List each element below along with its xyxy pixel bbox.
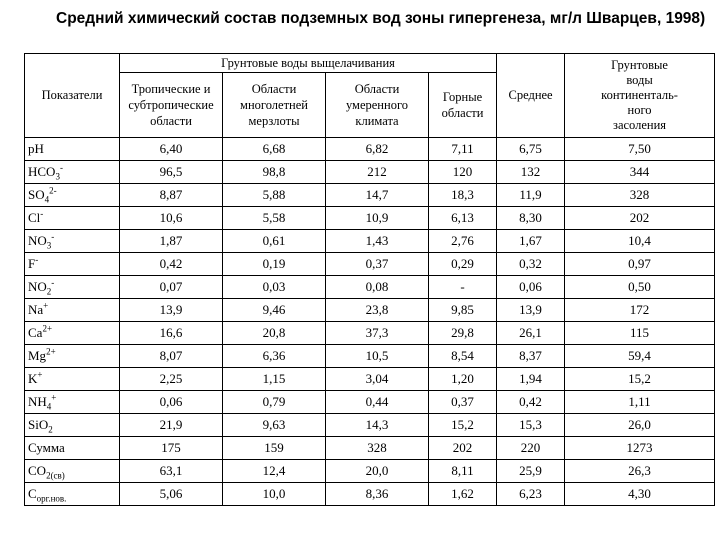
value-cell: 5,06 <box>120 483 223 506</box>
value-cell: 37,3 <box>326 322 429 345</box>
indicator-superscript: + <box>51 392 57 403</box>
value-cell: 172 <box>565 299 715 322</box>
indicator-cell <box>25 414 120 437</box>
value-cell: 4,30 <box>565 483 715 506</box>
indicator-label: NO <box>28 279 47 294</box>
value-cell: 63,1 <box>120 460 223 483</box>
header-permafrost: Области многолетней мерзлоты <box>223 73 326 138</box>
indicator-cell <box>25 391 120 414</box>
value-cell: 6,23 <box>497 483 565 506</box>
value-cell: 8,37 <box>497 345 565 368</box>
indicator-cell <box>25 230 120 253</box>
value-cell: 0,37 <box>429 391 497 414</box>
indicator-label: Cl <box>28 210 41 225</box>
indicator-label: Mg <box>28 348 47 363</box>
indicator-label: SiO <box>28 417 49 432</box>
value-cell: 1,87 <box>120 230 223 253</box>
indicator-cell <box>25 253 120 276</box>
value-cell: 11,9 <box>497 184 565 207</box>
table-row <box>25 230 715 253</box>
value-cell: 0,29 <box>429 253 497 276</box>
value-cell: 212 <box>326 161 429 184</box>
indicator-subscript: 2 <box>46 286 52 297</box>
value-cell: 9,85 <box>429 299 497 322</box>
value-cell: 10,0 <box>223 483 326 506</box>
table-row <box>25 299 715 322</box>
table-row <box>25 345 715 368</box>
indicator-subscript: 4 <box>44 194 50 205</box>
indicator-label: Ca <box>28 325 43 340</box>
value-cell: 328 <box>326 437 429 460</box>
indicator-cell <box>25 276 120 299</box>
indicator-subscript: 3 <box>55 171 60 182</box>
value-cell: 202 <box>565 207 715 230</box>
value-cell: 98,8 <box>223 161 326 184</box>
indicator-subscript: 4 <box>46 401 52 412</box>
indicator-cell <box>25 437 120 460</box>
value-cell: 10,9 <box>326 207 429 230</box>
value-cell: 0,97 <box>565 253 715 276</box>
table-row <box>25 391 715 414</box>
value-cell: 25,9 <box>497 460 565 483</box>
value-cell: 8,30 <box>497 207 565 230</box>
value-cell: 175 <box>120 437 223 460</box>
value-cell: 0,44 <box>326 391 429 414</box>
indicator-cell <box>25 161 120 184</box>
value-cell: 23,8 <box>326 299 429 322</box>
indicator-superscript: - <box>40 208 44 219</box>
indicator-label: pH <box>28 141 44 156</box>
value-cell: 9,46 <box>223 299 326 322</box>
value-cell: 6,40 <box>120 138 223 161</box>
indicator-subscript: 2 <box>48 424 53 435</box>
table-row <box>25 184 715 207</box>
value-cell: 5,58 <box>223 207 326 230</box>
table-row <box>25 138 715 161</box>
header-tropical: Тропические и субтропические области <box>120 73 223 138</box>
value-cell: 132 <box>497 161 565 184</box>
indicator-cell <box>25 368 120 391</box>
indicator-subscript: 2(св) <box>46 470 65 481</box>
value-cell: 26,3 <box>565 460 715 483</box>
indicator-cell <box>25 184 120 207</box>
table-row <box>25 368 715 391</box>
header-temperate: Области умеренного климата <box>326 73 429 138</box>
indicator-label: K <box>28 371 38 386</box>
value-cell: 0,50 <box>565 276 715 299</box>
indicator-label: C <box>28 486 37 501</box>
indicator-superscript: 2+ <box>46 346 56 357</box>
indicator-label: NH <box>28 394 47 409</box>
value-cell: 1,20 <box>429 368 497 391</box>
table-row <box>25 322 715 345</box>
value-cell: 2,25 <box>120 368 223 391</box>
value-cell: 15,2 <box>429 414 497 437</box>
value-cell: 20,0 <box>326 460 429 483</box>
chemical-composition-table <box>24 53 715 506</box>
value-cell: 21,9 <box>120 414 223 437</box>
value-cell: 2,76 <box>429 230 497 253</box>
value-cell: 220 <box>497 437 565 460</box>
value-cell: 0,03 <box>223 276 326 299</box>
table-row <box>25 161 715 184</box>
value-cell: 1,11 <box>565 391 715 414</box>
value-cell: 59,4 <box>565 345 715 368</box>
value-cell: 29,8 <box>429 322 497 345</box>
value-cell: 26,1 <box>497 322 565 345</box>
value-cell: 1,94 <box>497 368 565 391</box>
value-cell: 8,54 <box>429 345 497 368</box>
value-cell: 120 <box>429 161 497 184</box>
indicator-superscript: - <box>59 162 63 173</box>
indicator-superscript: 2- <box>49 185 57 196</box>
value-cell: 159 <box>223 437 326 460</box>
indicator-label: CO <box>28 463 47 478</box>
value-cell: 0,08 <box>326 276 429 299</box>
table-row <box>25 437 715 460</box>
value-cell: 12,4 <box>223 460 326 483</box>
indicator-label: F <box>28 256 36 271</box>
value-cell: 10,4 <box>565 230 715 253</box>
value-cell: 6,13 <box>429 207 497 230</box>
value-cell: 0,42 <box>120 253 223 276</box>
value-cell: 15,2 <box>565 368 715 391</box>
value-cell: 0,32 <box>497 253 565 276</box>
indicator-label: SO <box>28 187 45 202</box>
header-continental-salinization: Грунтовые воды континенталь- ного засоления <box>565 54 715 138</box>
value-cell: 14,3 <box>326 414 429 437</box>
value-cell: 0,79 <box>223 391 326 414</box>
table-row <box>25 460 715 483</box>
value-cell: 6,36 <box>223 345 326 368</box>
indicator-cell <box>25 138 120 161</box>
value-cell: 14,7 <box>326 184 429 207</box>
value-cell: 7,11 <box>429 138 497 161</box>
indicator-cell <box>25 207 120 230</box>
value-cell: 0,06 <box>497 276 565 299</box>
value-cell: 5,88 <box>223 184 326 207</box>
indicator-cell <box>25 483 120 506</box>
indicator-subscript: 3 <box>46 240 52 251</box>
indicator-superscript: - <box>35 254 39 265</box>
value-cell: 1,43 <box>326 230 429 253</box>
value-cell: 0,37 <box>326 253 429 276</box>
indicator-label: NO <box>28 233 47 248</box>
indicator-superscript: + <box>43 300 49 311</box>
value-cell: 7,50 <box>565 138 715 161</box>
header-indicators: Показатели <box>25 54 120 138</box>
table-row <box>25 276 715 299</box>
value-cell: 10,5 <box>326 345 429 368</box>
indicator-cell <box>25 299 120 322</box>
indicator-label: Na <box>28 302 44 317</box>
value-cell: 0,19 <box>223 253 326 276</box>
value-cell: 8,07 <box>120 345 223 368</box>
table-title: Средний химический состав подземных вод зоны гипергенеза, мг/л Шварцев, 1998) <box>56 10 706 27</box>
indicator-cell <box>25 322 120 345</box>
value-cell: 10,6 <box>120 207 223 230</box>
value-cell: 3,04 <box>326 368 429 391</box>
value-cell: 13,9 <box>497 299 565 322</box>
value-cell: 8,36 <box>326 483 429 506</box>
value-cell: 13,9 <box>120 299 223 322</box>
value-cell: 1,62 <box>429 483 497 506</box>
value-cell: 0,42 <box>497 391 565 414</box>
value-cell: 26,0 <box>565 414 715 437</box>
value-cell: 1,67 <box>497 230 565 253</box>
indicator-subscript: орг.нов. <box>36 493 67 504</box>
indicator-superscript: + <box>37 369 43 380</box>
header-mountain: Горные области <box>429 73 497 138</box>
value-cell: 6,82 <box>326 138 429 161</box>
value-cell: 0,61 <box>223 230 326 253</box>
indicator-cell <box>25 345 120 368</box>
value-cell: 202 <box>429 437 497 460</box>
value-cell: 115 <box>565 322 715 345</box>
table-row <box>25 207 715 230</box>
value-cell: 96,5 <box>120 161 223 184</box>
value-cell: 1,15 <box>223 368 326 391</box>
indicator-cell <box>25 460 120 483</box>
value-cell: 0,07 <box>120 276 223 299</box>
indicator-superscript: - <box>51 277 55 288</box>
value-cell: 1273 <box>565 437 715 460</box>
indicator-label: Сумма <box>28 440 65 455</box>
table-row <box>25 483 715 506</box>
indicator-label: HCO <box>28 164 56 179</box>
value-cell: 8,11 <box>429 460 497 483</box>
value-cell: 18,3 <box>429 184 497 207</box>
value-cell: 16,6 <box>120 322 223 345</box>
header-leaching-group: Грунтовые воды выщелачивания <box>120 54 497 73</box>
value-cell: 6,68 <box>223 138 326 161</box>
indicator-superscript: - <box>51 231 55 242</box>
value-cell: 20,8 <box>223 322 326 345</box>
indicator-superscript: 2+ <box>42 323 53 334</box>
value-cell: 328 <box>565 184 715 207</box>
value-cell: - <box>429 276 497 299</box>
value-cell: 9,63 <box>223 414 326 437</box>
value-cell: 15,3 <box>497 414 565 437</box>
value-cell: 344 <box>565 161 715 184</box>
header-average: Среднее <box>497 54 565 138</box>
value-cell: 6,75 <box>497 138 565 161</box>
value-cell: 0,06 <box>120 391 223 414</box>
table-row <box>25 253 715 276</box>
table-row <box>25 414 715 437</box>
value-cell: 8,87 <box>120 184 223 207</box>
